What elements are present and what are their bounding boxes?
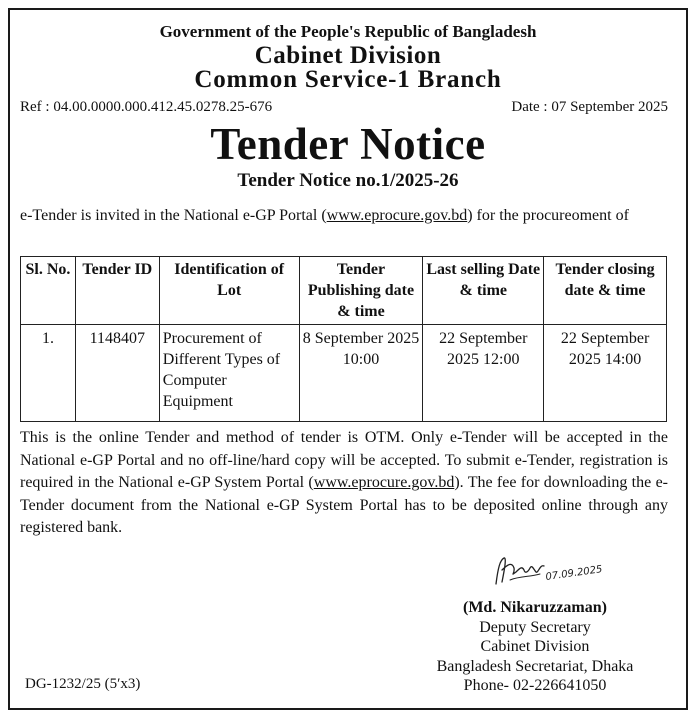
header-lot: Identification of Lot bbox=[159, 257, 299, 325]
portal-link[interactable]: www.eprocure.gov.bd bbox=[326, 207, 468, 224]
intro-text-after: ) for the procureoment of bbox=[467, 207, 629, 224]
signature-block bbox=[410, 598, 660, 696]
table-row bbox=[21, 325, 667, 422]
signatory-office: Bangladesh Secretariat, Dhaka bbox=[436, 657, 634, 675]
header-closing-date: Tender closing date & time bbox=[544, 257, 667, 325]
portal-link-2[interactable]: www.eprocure.gov.bd bbox=[313, 474, 455, 491]
terms-paragraph bbox=[20, 427, 668, 540]
signatory-designation: Deputy Secretary bbox=[479, 618, 591, 636]
header-publishing-date: Tender Publishing date & time bbox=[299, 257, 423, 325]
terms-text-part2: ). The fee for downloading the e-Tender document from the National e-GP System Portal has to be deposited online through any registered bank. bbox=[20, 474, 669, 536]
handwritten-signature bbox=[490, 550, 610, 590]
page-title: Tender Notice bbox=[210, 119, 486, 169]
signatory-phone: Phone- 02-226641050 bbox=[463, 677, 607, 694]
intro-paragraph bbox=[20, 206, 670, 226]
reference-number: Ref : 04.00.0000.000.412.45.0278.25-676 bbox=[20, 99, 273, 115]
branch-heading: Common Service-1 Branch bbox=[194, 66, 502, 93]
signatory-division: Cabinet Division bbox=[480, 638, 590, 655]
division-heading: Cabinet Division bbox=[254, 42, 442, 69]
cell-lot: Procurement of Different Types of Computer Equipment bbox=[159, 325, 299, 422]
signatory-name: (Md. Nikaruzzaman) bbox=[463, 599, 607, 616]
cell-selling-date: 22 September 2025 12:00 bbox=[423, 325, 544, 422]
header-sl-no: Sl. No. bbox=[21, 257, 76, 325]
terms-text-part1: This is the online Tender and method of tender is OTM. Only e-Tender will be accepted in the National e-GP Portal and no off-line/hard copy will be accepted. To submit e-Tender, registration is required in the National e-GP System Portal ( bbox=[20, 429, 668, 491]
government-heading: Government of the People's Republic of Bangladesh bbox=[159, 22, 537, 41]
tender-table bbox=[20, 256, 667, 422]
header-tender-id: Tender ID bbox=[75, 257, 159, 325]
notice-date: Date : 07 September 2025 bbox=[511, 99, 668, 115]
header-selling-date: Last selling Date & time bbox=[423, 257, 544, 325]
cell-publishing-date: 8 September 2025 10:00 bbox=[299, 325, 423, 422]
table-header-row bbox=[21, 257, 667, 325]
dg-code: DG-1232/25 (5′x3) bbox=[25, 676, 141, 692]
notice-number: Tender Notice no.1/2025-26 bbox=[237, 170, 459, 191]
cell-closing-date: 22 September 2025 14:00 bbox=[544, 325, 667, 422]
cell-sl-no: 1. bbox=[21, 325, 76, 422]
cell-tender-id: 1148407 bbox=[75, 325, 159, 422]
intro-text-before: e-Tender is invited in the National e-GP Portal ( bbox=[20, 207, 327, 224]
svg-text:07.09.2025: 07.09.2025 bbox=[544, 564, 604, 583]
